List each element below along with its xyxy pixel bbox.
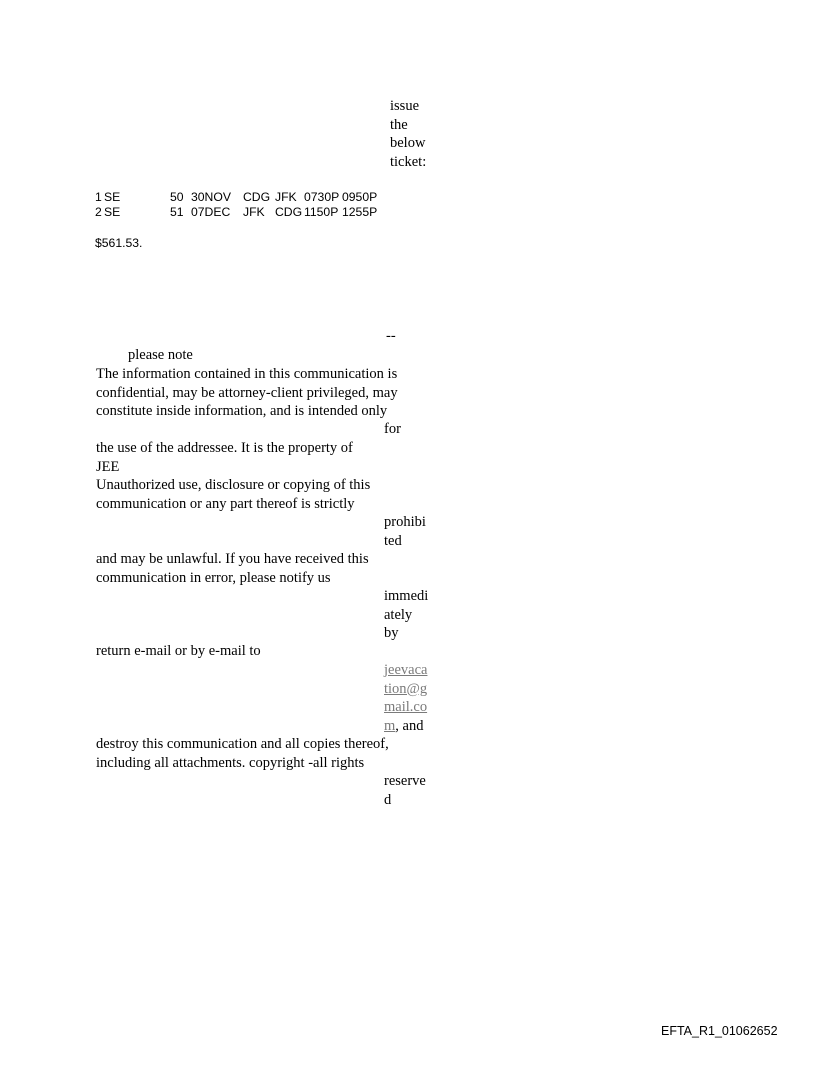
- arrival-time: 1255P: [342, 205, 378, 219]
- arrival-time: 0950P: [342, 190, 378, 204]
- disclaimer-line: communication in error, please notify us: [96, 569, 331, 586]
- disclaimer-line: and may be unlawful. If you have received this: [96, 551, 369, 567]
- email-link-block: [384, 661, 436, 735]
- disclaimer-line: including all attachments. copyright -all rights: [96, 754, 365, 771]
- disclaimer-word-reserved: [384, 772, 436, 809]
- email-link[interactable]: jeevaca: [384, 662, 428, 678]
- disclaimer-line: confidential, may be attorney-client privileged, may: [96, 384, 398, 401]
- disclaimer-block-2: [96, 439, 370, 513]
- segment-number: 1: [95, 190, 102, 204]
- header-word: issue: [390, 98, 419, 114]
- email-link[interactable]: m: [384, 717, 396, 734]
- origin-airport: CDG: [243, 190, 271, 204]
- disclaimer-line: The information contained in this communication is: [96, 366, 398, 382]
- disclaimer-word: for: [384, 421, 401, 437]
- origin-airport: JFK: [243, 205, 265, 219]
- flight-date: 30NOV: [191, 190, 231, 204]
- disclaimer-line: Unauthorized use, disclosure or copying of this: [96, 477, 371, 494]
- disclaimer-line: communication or any part thereof is strictly: [96, 495, 355, 512]
- word-fragment: d: [384, 791, 392, 808]
- flight-number: 51: [170, 205, 184, 219]
- header-word: below: [390, 135, 426, 152]
- itinerary-row: [95, 190, 377, 205]
- airline-code: SE: [104, 205, 121, 219]
- disclaimer-line: destroy this communication and all copies thereof,: [96, 736, 389, 752]
- word-fragment: reserve: [384, 773, 426, 789]
- flight-date: 07DEC: [191, 205, 231, 219]
- itinerary: [95, 190, 377, 220]
- email-link[interactable]: tion@g: [384, 680, 428, 697]
- flight-number: 50: [170, 190, 184, 204]
- header-words: [390, 97, 426, 171]
- ticket-price: $561.53.: [95, 236, 143, 250]
- disclaimer-line: the use of the addressee. It is the property of: [96, 440, 353, 456]
- disclaimer-line: constitute inside information, and is intended only: [96, 403, 388, 420]
- word-fragment: ately: [384, 606, 413, 623]
- disclaimer-word-prohibited: [384, 513, 436, 550]
- disclaimer-block-4: [96, 735, 389, 772]
- disclaimer-line: return e-mail or by e-mail to: [96, 643, 261, 659]
- departure-time: 0730P: [304, 190, 340, 204]
- disclaimer-block-3: [96, 550, 369, 587]
- document-id: EFTA_R1_01062652: [661, 1024, 778, 1038]
- word-fragment: ted: [384, 532, 402, 549]
- destination-airport: CDG: [275, 205, 303, 219]
- word-fragment: prohibi: [384, 514, 426, 530]
- signature-separator: --: [386, 328, 396, 344]
- destination-airport: JFK: [275, 190, 297, 204]
- departure-time: 1150P: [304, 205, 339, 219]
- disclaimer-line: JEE: [96, 458, 120, 475]
- disclaimer-heading: please note: [128, 347, 193, 363]
- word-fragment: by: [384, 625, 399, 642]
- itinerary-row: [95, 205, 377, 220]
- email-link[interactable]: mail.co: [384, 699, 428, 716]
- word-fragment: immedi: [384, 588, 429, 604]
- header-word: the: [390, 116, 408, 133]
- disclaimer-word-immediately: [384, 587, 436, 643]
- email-suffix: , and: [395, 717, 424, 734]
- airline-code: SE: [104, 190, 121, 204]
- header-word: ticket:: [390, 153, 427, 170]
- segment-number: 2: [95, 205, 102, 219]
- disclaimer-block-1: [96, 365, 398, 421]
